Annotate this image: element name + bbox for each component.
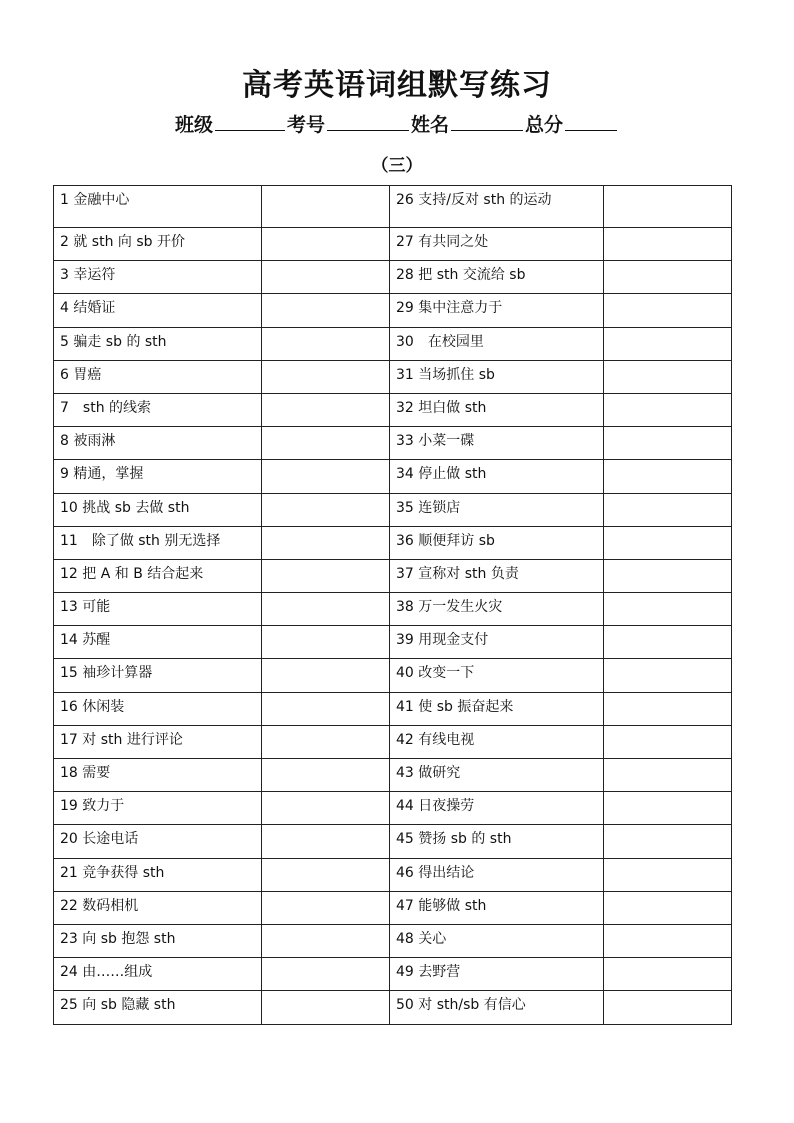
phrase-prompt-right: 50 对 sth/sb 有信心 bbox=[390, 991, 604, 1024]
answer-cell-right[interactable] bbox=[604, 659, 732, 692]
phrase-prompt-right: 46 得出结论 bbox=[390, 858, 604, 891]
answer-cell-right[interactable] bbox=[604, 261, 732, 294]
table-row bbox=[54, 958, 732, 991]
phrase-prompt-left: 12 把 A 和 B 结合起来 bbox=[54, 559, 262, 592]
answer-cell-right[interactable] bbox=[604, 924, 732, 957]
answer-cell-right[interactable] bbox=[604, 526, 732, 559]
answer-cell-right[interactable] bbox=[604, 792, 732, 825]
answer-cell-right[interactable] bbox=[604, 559, 732, 592]
phrase-prompt-right: 29 集中注意力于 bbox=[390, 294, 604, 327]
answer-cell-left[interactable] bbox=[262, 692, 390, 725]
table-row bbox=[54, 360, 732, 393]
table-row bbox=[54, 294, 732, 327]
phrase-prompt-right: 45 赞扬 sb 的 sth bbox=[390, 825, 604, 858]
answer-cell-right[interactable] bbox=[604, 593, 732, 626]
phrase-prompt-left: 17 对 sth 进行评论 bbox=[54, 725, 262, 758]
phrase-prompt-left: 9 精通，掌握 bbox=[54, 460, 262, 493]
table-row bbox=[54, 493, 732, 526]
phrase-prompt-left: 2 就 sth 向 sb 开价 bbox=[54, 228, 262, 261]
class-blank bbox=[215, 112, 285, 131]
answer-cell-right[interactable] bbox=[604, 360, 732, 393]
answer-cell-right[interactable] bbox=[604, 991, 732, 1024]
phrase-prompt-left: 8 被雨淋 bbox=[54, 427, 262, 460]
phrase-prompt-left: 15 袖珍计算器 bbox=[54, 659, 262, 692]
phrase-prompt-left: 20 长途电话 bbox=[54, 825, 262, 858]
answer-cell-left[interactable] bbox=[262, 991, 390, 1024]
section-subtitle: （三） bbox=[371, 156, 423, 176]
score-label: 总分 bbox=[525, 114, 564, 136]
answer-cell-right[interactable] bbox=[604, 759, 732, 792]
answer-cell-right[interactable] bbox=[604, 493, 732, 526]
answer-cell-left[interactable] bbox=[262, 659, 390, 692]
number-label: 考号 bbox=[286, 114, 325, 136]
answer-cell-right[interactable] bbox=[604, 186, 732, 228]
class-label: 班级 bbox=[174, 114, 213, 136]
phrase-prompt-right: 27 有共同之处 bbox=[390, 228, 604, 261]
table-row bbox=[54, 659, 732, 692]
answer-cell-left[interactable] bbox=[262, 924, 390, 957]
answer-cell-right[interactable] bbox=[604, 228, 732, 261]
phrase-prompt-left: 7 sth 的线索 bbox=[54, 393, 262, 426]
phrase-prompt-left: 18 需要 bbox=[54, 759, 262, 792]
phrase-prompt-right: 47 能够做 sth bbox=[390, 891, 604, 924]
answer-cell-left[interactable] bbox=[262, 958, 390, 991]
phrase-prompt-right: 37 宣称对 sth 负责 bbox=[390, 559, 604, 592]
answer-cell-right[interactable] bbox=[604, 294, 732, 327]
answer-cell-right[interactable] bbox=[604, 858, 732, 891]
answer-cell-left[interactable] bbox=[262, 427, 390, 460]
table-row bbox=[54, 759, 732, 792]
table-row bbox=[54, 692, 732, 725]
table-row bbox=[54, 725, 732, 758]
table-row bbox=[54, 228, 732, 261]
phrase-prompt-right: 30 在校园里 bbox=[390, 327, 604, 360]
phrase-prompt-right: 40 改变一下 bbox=[390, 659, 604, 692]
answer-cell-left[interactable] bbox=[262, 526, 390, 559]
table-row bbox=[54, 858, 732, 891]
answer-cell-right[interactable] bbox=[604, 725, 732, 758]
table-row bbox=[54, 526, 732, 559]
answer-cell-left[interactable] bbox=[262, 360, 390, 393]
table-row bbox=[54, 460, 732, 493]
answer-cell-left[interactable] bbox=[262, 792, 390, 825]
answer-cell-left[interactable] bbox=[262, 327, 390, 360]
student-info-line bbox=[0, 110, 794, 137]
phrase-prompt-left: 10 挑战 sb 去做 sth bbox=[54, 493, 262, 526]
phrase-prompt-left: 6 胃癌 bbox=[54, 360, 262, 393]
phrase-prompt-right: 44 日夜操劳 bbox=[390, 792, 604, 825]
name-label: 姓名 bbox=[411, 114, 450, 136]
answer-cell-left[interactable] bbox=[262, 186, 390, 228]
phrase-prompt-right: 26 支持/反对 sth 的运动 bbox=[390, 186, 604, 228]
answer-cell-right[interactable] bbox=[604, 692, 732, 725]
phrase-prompt-left: 5 骗走 sb 的 sth bbox=[54, 327, 262, 360]
phrase-prompt-left: 4 结婚证 bbox=[54, 294, 262, 327]
answer-cell-left[interactable] bbox=[262, 725, 390, 758]
phrase-prompt-right: 38 万一发生火灾 bbox=[390, 593, 604, 626]
answer-cell-right[interactable] bbox=[604, 460, 732, 493]
phrase-table bbox=[53, 185, 732, 1025]
answer-cell-left[interactable] bbox=[262, 460, 390, 493]
phrase-prompt-right: 42 有线电视 bbox=[390, 725, 604, 758]
name-blank bbox=[451, 112, 523, 131]
phrase-prompt-right: 31 当场抓住 sb bbox=[390, 360, 604, 393]
answer-cell-left[interactable] bbox=[262, 294, 390, 327]
phrase-prompt-right: 32 坦白做 sth bbox=[390, 393, 604, 426]
answer-cell-left[interactable] bbox=[262, 626, 390, 659]
number-blank bbox=[327, 112, 409, 131]
answer-cell-right[interactable] bbox=[604, 327, 732, 360]
phrase-prompt-left: 14 苏醒 bbox=[54, 626, 262, 659]
table-row bbox=[54, 327, 732, 360]
answer-cell-left[interactable] bbox=[262, 759, 390, 792]
phrase-prompt-left: 16 休闲装 bbox=[54, 692, 262, 725]
answer-cell-right[interactable] bbox=[604, 958, 732, 991]
score-blank bbox=[565, 112, 617, 131]
phrase-prompt-right: 36 顺便拜访 sb bbox=[390, 526, 604, 559]
phrase-prompt-right: 49 去野营 bbox=[390, 958, 604, 991]
table-row bbox=[54, 261, 732, 294]
answer-cell-left[interactable] bbox=[262, 858, 390, 891]
phrase-prompt-left: 22 数码相机 bbox=[54, 891, 262, 924]
page-title: 高考英语词组默写练习 bbox=[242, 68, 552, 103]
table-row bbox=[54, 626, 732, 659]
answer-cell-left[interactable] bbox=[262, 891, 390, 924]
table-row bbox=[54, 991, 732, 1024]
phrase-prompt-left: 19 致力于 bbox=[54, 792, 262, 825]
table-row bbox=[54, 891, 732, 924]
answer-cell-right[interactable] bbox=[604, 427, 732, 460]
phrase-prompt-right: 48 关心 bbox=[390, 924, 604, 957]
phrase-prompt-right: 39 用现金支付 bbox=[390, 626, 604, 659]
table-row bbox=[54, 427, 732, 460]
phrase-prompt-left: 23 向 sb 抱怨 sth bbox=[54, 924, 262, 957]
phrase-prompt-right: 35 连锁店 bbox=[390, 493, 604, 526]
table-row bbox=[54, 825, 732, 858]
phrase-prompt-right: 33 小菜一碟 bbox=[390, 427, 604, 460]
table-row bbox=[54, 186, 732, 228]
table-row bbox=[54, 792, 732, 825]
answer-cell-left[interactable] bbox=[262, 261, 390, 294]
table-row bbox=[54, 393, 732, 426]
phrase-prompt-left: 21 竞争获得 sth bbox=[54, 858, 262, 891]
phrase-prompt-right: 41 使 sb 振奋起来 bbox=[390, 692, 604, 725]
answer-cell-left[interactable] bbox=[262, 393, 390, 426]
phrase-prompt-left: 11 除了做 sth 别无选择 bbox=[54, 526, 262, 559]
phrase-prompt-left: 3 幸运符 bbox=[54, 261, 262, 294]
answer-cell-right[interactable] bbox=[604, 626, 732, 659]
phrase-prompt-left: 25 向 sb 隐藏 sth bbox=[54, 991, 262, 1024]
answer-cell-right[interactable] bbox=[604, 393, 732, 426]
answer-cell-left[interactable] bbox=[262, 493, 390, 526]
answer-cell-right[interactable] bbox=[604, 825, 732, 858]
answer-cell-left[interactable] bbox=[262, 228, 390, 261]
phrase-prompt-left: 1 金融中心 bbox=[54, 186, 262, 228]
table-row bbox=[54, 559, 732, 592]
phrase-prompt-right: 34 停止做 sth bbox=[390, 460, 604, 493]
phrase-prompt-left: 13 可能 bbox=[54, 593, 262, 626]
table-row bbox=[54, 593, 732, 626]
answer-cell-left[interactable] bbox=[262, 825, 390, 858]
phrase-prompt-right: 28 把 sth 交流给 sb bbox=[390, 261, 604, 294]
answer-cell-right[interactable] bbox=[604, 891, 732, 924]
phrase-prompt-right: 43 做研究 bbox=[390, 759, 604, 792]
phrase-prompt-left: 24 由……组成 bbox=[54, 958, 262, 991]
answer-cell-left[interactable] bbox=[262, 559, 390, 592]
answer-cell-left[interactable] bbox=[262, 593, 390, 626]
table-row bbox=[54, 924, 732, 957]
